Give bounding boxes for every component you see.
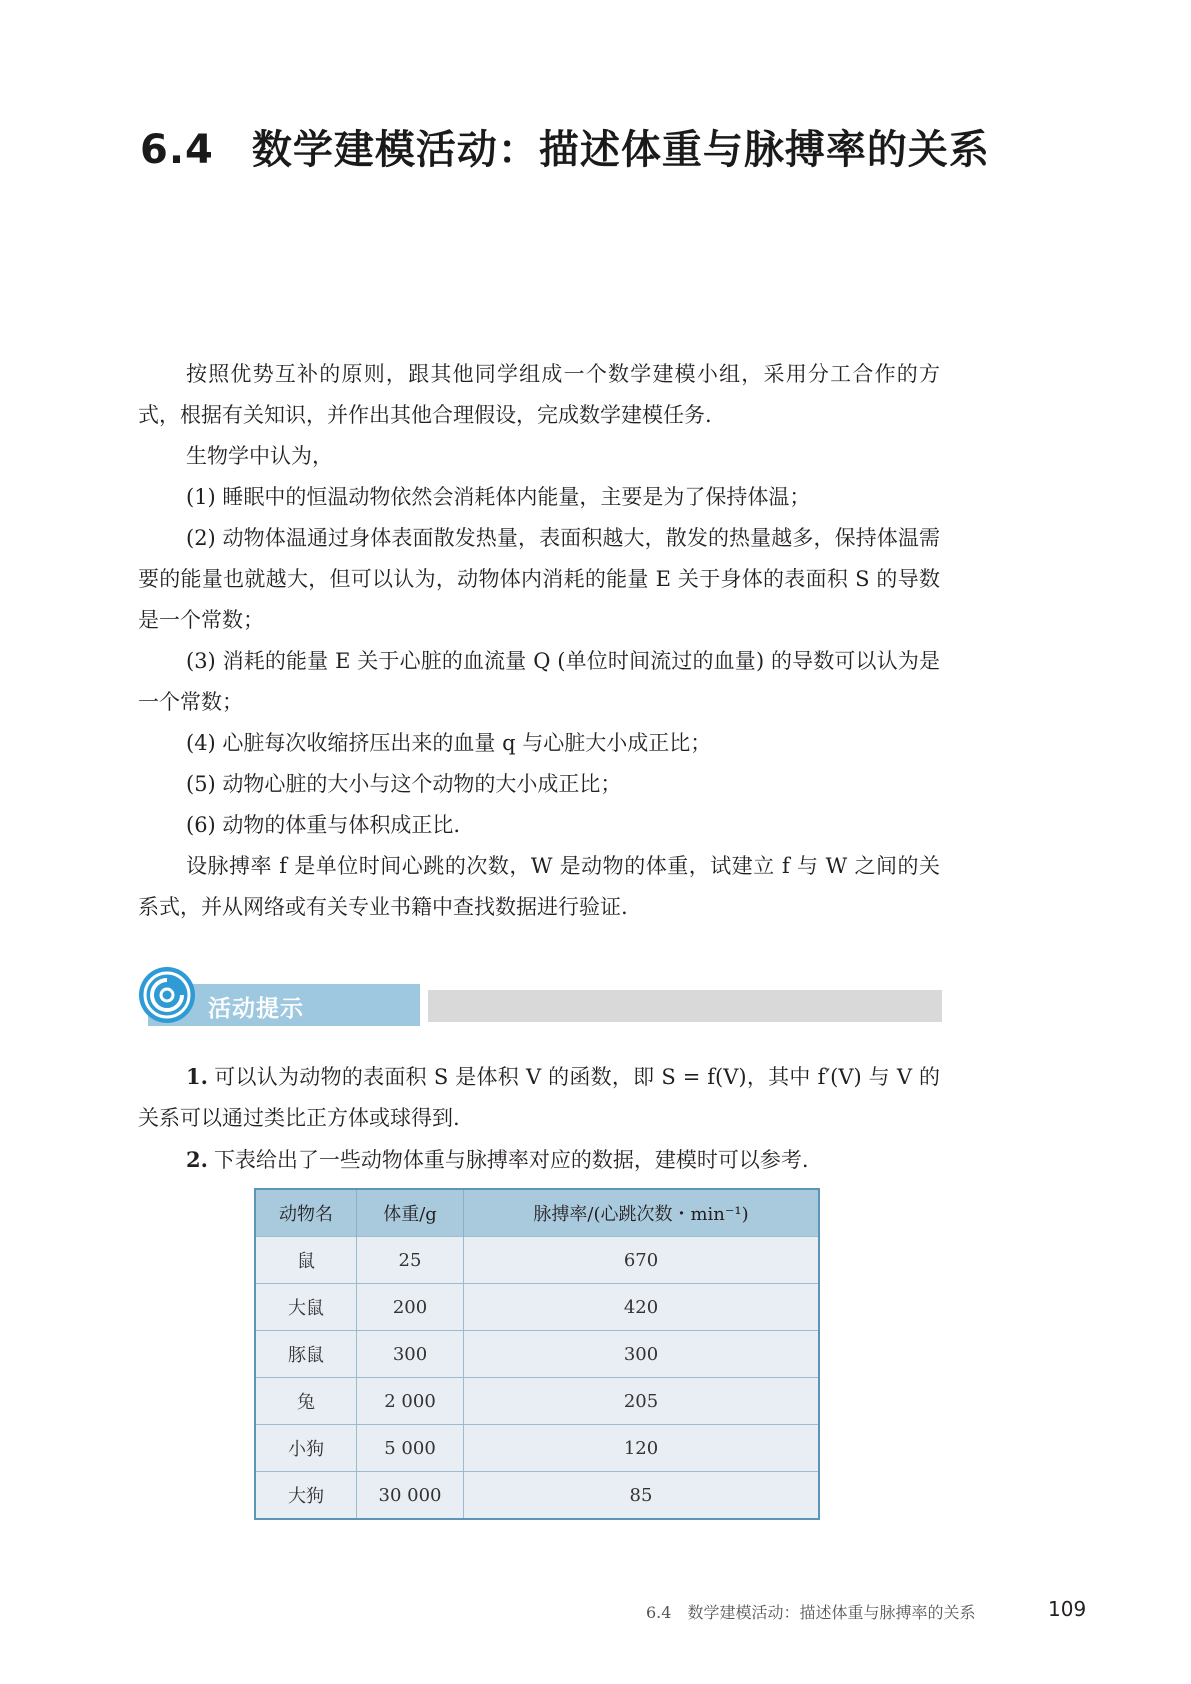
table-cell: 205 — [464, 1378, 820, 1425]
column-header: 脉搏率/(心跳次数・min⁻¹) — [464, 1189, 820, 1237]
running-footer — [646, 1600, 975, 1623]
table-cell: 85 — [464, 1472, 820, 1520]
assumption-5: (5) 动物心脏的大小与这个动物的大小成正比； — [186, 772, 622, 796]
section-title: 数学建模活动：描述体重与脉搏率的关系 — [251, 127, 990, 173]
table-cell: 300 — [357, 1331, 464, 1378]
table-cell: 2 000 — [357, 1378, 464, 1425]
table-header-row — [255, 1189, 819, 1237]
hint-text: 下表给出了一些动物体重与脉搏率对应的数据，建模时可以参考. — [213, 1148, 809, 1172]
assumption-6: (6) 动物的体重与体积成正比. — [186, 813, 461, 837]
section-number: 6.4 — [140, 127, 214, 173]
table-cell: 25 — [357, 1237, 464, 1284]
activity-hints-banner — [138, 966, 942, 1030]
hint-item — [138, 1056, 940, 1139]
table-cell: 小狗 — [255, 1425, 357, 1472]
banner-gray-bar — [428, 990, 942, 1022]
table-cell: 30 000 — [357, 1472, 464, 1520]
column-header: 动物名 — [255, 1189, 357, 1237]
table-cell: 兔 — [255, 1378, 357, 1425]
table-row — [255, 1331, 819, 1378]
table-cell: 200 — [357, 1284, 464, 1331]
table-cell: 670 — [464, 1237, 820, 1284]
table-cell: 豚鼠 — [255, 1331, 357, 1378]
page-number: 109 — [1048, 1597, 1087, 1621]
footer-section: 6.4 — [646, 1603, 672, 1622]
hint-item — [138, 1139, 940, 1181]
hint-number: 1. — [186, 1064, 208, 1089]
intro-text — [138, 354, 940, 928]
table-cell: 300 — [464, 1331, 820, 1378]
table-cell: 大狗 — [255, 1472, 357, 1520]
assumption-3: (3) 消耗的能量 E 关于心脏的血流量 Q (单位时间流过的血量) 的导数可以认为是一个常数； — [138, 649, 940, 714]
table-cell: 鼠 — [255, 1237, 357, 1284]
table-row — [255, 1472, 819, 1520]
task-paragraph: 设脉搏率 f 是单位时间心跳的次数，W 是动物的体重，试建立 f 与 W 之间的关系式，并从网络或有关专业书籍中查找数据进行验证. — [138, 854, 940, 919]
table-cell: 120 — [464, 1425, 820, 1472]
table-row — [255, 1284, 819, 1331]
table-row — [255, 1425, 819, 1472]
table-cell: 420 — [464, 1284, 820, 1331]
hint-number: 2. — [186, 1147, 208, 1172]
page-title — [140, 118, 990, 175]
table-row — [255, 1237, 819, 1284]
table-row — [255, 1378, 819, 1425]
table-cell: 5 000 — [357, 1425, 464, 1472]
paragraph-intro: 按照优势互补的原则，跟其他同学组成一个数学建模小组，采用分工合作的方式，根据有关知识，并作出其他合理假设，完成数学建模任务. — [138, 362, 940, 427]
table-cell: 大鼠 — [255, 1284, 357, 1331]
footer-title: 数学建模活动：描述体重与脉搏率的关系 — [687, 1603, 976, 1622]
paragraph-biology: 生物学中认为， — [186, 444, 333, 468]
swirl-icon — [138, 966, 196, 1024]
assumption-4: (4) 心脏每次收缩挤压出来的血量 q 与心脏大小成正比； — [186, 731, 712, 755]
hints-section — [138, 1056, 940, 1181]
animal-data-table — [254, 1188, 820, 1520]
hint-text: 可以认为动物的表面积 S 是体积 V 的函数，即 S = f(V)，其中 f′(V) 与 V 的关系可以通过类比正方体或球得到. — [138, 1065, 940, 1130]
banner-label: 活动提示 — [208, 996, 304, 1022]
column-header: 体重/g — [357, 1189, 464, 1237]
assumption-2: (2) 动物体温通过身体表面散发热量，表面积越大，散发的热量越多，保持体温需要的能量也就越大，但可以认为，动物体内消耗的能量 E 关于身体的表面积 S 的导数是一个常数； — [138, 526, 940, 632]
assumption-1: (1) 睡眠中的恒温动物依然会消耗体内能量，主要是为了保持体温； — [186, 485, 811, 509]
